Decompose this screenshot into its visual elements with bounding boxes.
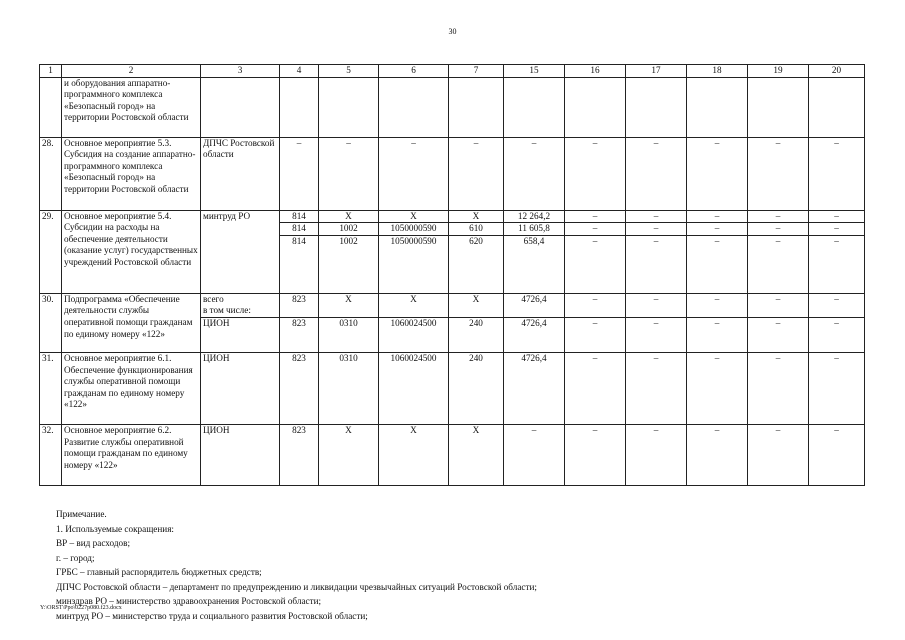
col-header: 1 bbox=[40, 65, 62, 78]
page-number: 30 bbox=[448, 27, 457, 36]
cell-20: – bbox=[809, 424, 865, 485]
cell-17: – bbox=[626, 352, 687, 424]
row-number: 30. bbox=[40, 293, 62, 352]
cell-19: – bbox=[748, 293, 809, 317]
cell-vr: Х bbox=[449, 424, 504, 485]
row-name: Основное мероприятие 6.1. Обеспечение функционирования службы оперативной помощи гражданам по единому номеру «122» bbox=[62, 352, 201, 424]
col-header: 4 bbox=[280, 65, 319, 78]
notes-item: 1. Используемые сокращения: bbox=[56, 523, 174, 534]
cell-19: – bbox=[748, 210, 809, 223]
cell-20: – bbox=[809, 235, 865, 293]
cell-15: 658,4 bbox=[504, 235, 565, 293]
col-header: 5 bbox=[319, 65, 379, 78]
abbreviation-line: ВР – вид расходов; bbox=[56, 538, 131, 548]
cell-vr: – bbox=[449, 137, 504, 210]
row-executor: минтруд РО bbox=[201, 210, 280, 293]
cell-rzpr: Х bbox=[319, 293, 379, 317]
cell-16: – bbox=[565, 424, 626, 485]
cell-vr: 620 bbox=[449, 235, 504, 293]
cell-vr: Х bbox=[449, 210, 504, 223]
abbreviation-line: минтруд РО – министерство труда и социального развития Ростовской области; bbox=[56, 610, 368, 621]
cell-vr: Х bbox=[449, 293, 504, 317]
cell-16: – bbox=[565, 317, 626, 352]
cell-17: – bbox=[626, 223, 687, 236]
cell-vr: 240 bbox=[449, 352, 504, 424]
cell-18: – bbox=[687, 317, 748, 352]
cell-20: – bbox=[809, 293, 865, 317]
cell-15: – bbox=[504, 137, 565, 210]
col-header: 16 bbox=[565, 65, 626, 78]
abbreviation-line: ДПЧС Ростовской области – департамент по предупреждению и ликвидации чрезвычайных ситуаций Ростовской области; bbox=[56, 581, 537, 592]
budget-table bbox=[39, 64, 865, 486]
cell-17 bbox=[626, 77, 687, 137]
col-header: 6 bbox=[379, 65, 449, 78]
abbreviation-line: минздрав РО – министерство здравоохранения Ростовской области; bbox=[56, 596, 322, 606]
executor-line: в том числе: bbox=[203, 305, 251, 316]
row-executor: ЦИОН bbox=[201, 424, 280, 485]
cell-vr: 610 bbox=[449, 223, 504, 236]
notes-title: Примечание. bbox=[56, 509, 107, 519]
cell-csr: 1050000590 bbox=[379, 235, 449, 293]
cell-16: – bbox=[565, 137, 626, 210]
cell-18: – bbox=[687, 137, 748, 210]
cell-16: – bbox=[565, 352, 626, 424]
cell-16: – bbox=[565, 223, 626, 236]
cell-grbs: 814 bbox=[280, 235, 319, 293]
cell-rzpr: – bbox=[319, 137, 379, 210]
cell-16: – bbox=[565, 293, 626, 317]
row-number bbox=[40, 77, 62, 137]
cell-20: – bbox=[809, 137, 865, 210]
cell-17: – bbox=[626, 210, 687, 223]
cell-grbs: – bbox=[280, 137, 319, 210]
cell-19: – bbox=[748, 317, 809, 352]
cell-19: – bbox=[748, 352, 809, 424]
cell-18: – bbox=[687, 235, 748, 293]
cell-19: – bbox=[748, 424, 809, 485]
row-executor bbox=[201, 293, 280, 317]
cell-20 bbox=[809, 77, 865, 137]
cell-csr: 1060024500 bbox=[379, 317, 449, 352]
cell-15: 4726,4 bbox=[504, 293, 565, 317]
cell-19: – bbox=[748, 223, 809, 236]
cell-15: 4726,4 bbox=[504, 352, 565, 424]
cell-15: 12 264,2 bbox=[504, 210, 565, 223]
col-header: 19 bbox=[748, 65, 809, 78]
cell-grbs: 823 bbox=[280, 293, 319, 317]
cell-vr bbox=[449, 77, 504, 137]
row-executor: ЦИОН bbox=[201, 317, 280, 352]
col-header: 18 bbox=[687, 65, 748, 78]
row-executor bbox=[201, 77, 280, 137]
col-header: 15 bbox=[504, 65, 565, 78]
cell-18: – bbox=[687, 293, 748, 317]
cell-17: – bbox=[626, 235, 687, 293]
cell-rzpr bbox=[319, 77, 379, 137]
cell-rzpr: 0310 bbox=[319, 317, 379, 352]
col-header: 3 bbox=[201, 65, 280, 78]
cell-17: – bbox=[626, 293, 687, 317]
cell-csr: Х bbox=[379, 424, 449, 485]
cell-15: 11 605,8 bbox=[504, 223, 565, 236]
cell-17: – bbox=[626, 137, 687, 210]
row-number: 29. bbox=[40, 210, 62, 293]
cell-csr: Х bbox=[379, 293, 449, 317]
col-header: 17 bbox=[626, 65, 687, 78]
cell-grbs: 814 bbox=[280, 210, 319, 223]
table-row bbox=[40, 77, 865, 137]
table-row bbox=[40, 424, 865, 485]
col-header: 20 bbox=[809, 65, 865, 78]
cell-17: – bbox=[626, 317, 687, 352]
cell-rzpr: 1002 bbox=[319, 235, 379, 293]
row-name: Основное мероприятие 5.4. Субсидии на расходы на обеспечение деятельности (оказание услуг) государственных учреждений Ростовской области bbox=[62, 210, 201, 293]
cell-rzpr: Х bbox=[319, 424, 379, 485]
col-header: 2 bbox=[62, 65, 201, 78]
executor-line: всего bbox=[203, 293, 224, 304]
row-number: 28. bbox=[40, 137, 62, 210]
cell-grbs: 814 bbox=[280, 223, 319, 236]
cell-20: – bbox=[809, 317, 865, 352]
cell-15 bbox=[504, 77, 565, 137]
cell-15: 4726,4 bbox=[504, 317, 565, 352]
cell-20: – bbox=[809, 223, 865, 236]
file-path-footer: Y:\ORST\Ppo\0227p080.f23.docx bbox=[40, 605, 122, 611]
cell-20: – bbox=[809, 210, 865, 223]
abbreviation-line: ГРБС – главный распорядитель бюджетных средств; bbox=[56, 567, 262, 577]
row-number: 32. bbox=[40, 424, 62, 485]
row-number: 31. bbox=[40, 352, 62, 424]
row-executor: ЦИОН bbox=[201, 352, 280, 424]
cell-rzpr: Х bbox=[319, 210, 379, 223]
table-row bbox=[40, 137, 865, 210]
cell-grbs: 823 bbox=[280, 317, 319, 352]
cell-csr bbox=[379, 77, 449, 137]
table-row bbox=[40, 210, 865, 223]
table-row bbox=[40, 352, 865, 424]
cell-rzpr: 1002 bbox=[319, 223, 379, 236]
cell-19 bbox=[748, 77, 809, 137]
row-name: и оборудования аппаратно-программного комплекса «Безопасный город» на территории Ростовской области bbox=[62, 77, 201, 137]
cell-csr: 1050000590 bbox=[379, 223, 449, 236]
cell-18: – bbox=[687, 424, 748, 485]
header-row bbox=[40, 65, 865, 78]
cell-16: – bbox=[565, 210, 626, 223]
notes-section bbox=[56, 507, 896, 623]
row-name: Основное мероприятие 6.2. Развитие службы оперативной помощи гражданам по единому номеру «122» bbox=[62, 424, 201, 485]
cell-18: – bbox=[687, 223, 748, 236]
cell-20: – bbox=[809, 352, 865, 424]
cell-csr: – bbox=[379, 137, 449, 210]
cell-grbs: 823 bbox=[280, 352, 319, 424]
cell-17: – bbox=[626, 424, 687, 485]
abbreviation-line: г. – город; bbox=[56, 552, 95, 563]
row-name: Основное мероприятие 5.3. Субсидия на создание аппаратно-программного комплекса «Безопасный город» на территории Ростовской области bbox=[62, 137, 201, 210]
cell-csr: Х bbox=[379, 210, 449, 223]
cell-grbs bbox=[280, 77, 319, 137]
cell-16 bbox=[565, 77, 626, 137]
cell-csr: 1060024500 bbox=[379, 352, 449, 424]
row-name: Подпрограмма «Обеспечение деятельности службы оперативной помощи гражданам по единому номеру «122» bbox=[62, 293, 201, 352]
cell-18 bbox=[687, 77, 748, 137]
cell-15: – bbox=[504, 424, 565, 485]
cell-18: – bbox=[687, 210, 748, 223]
cell-16: – bbox=[565, 235, 626, 293]
col-header: 7 bbox=[449, 65, 504, 78]
cell-grbs: 823 bbox=[280, 424, 319, 485]
row-executor: ДПЧС Ростовской области bbox=[201, 137, 280, 210]
cell-18: – bbox=[687, 352, 748, 424]
cell-19: – bbox=[748, 137, 809, 210]
table-row bbox=[40, 293, 865, 317]
cell-19: – bbox=[748, 235, 809, 293]
cell-vr: 240 bbox=[449, 317, 504, 352]
cell-rzpr: 0310 bbox=[319, 352, 379, 424]
